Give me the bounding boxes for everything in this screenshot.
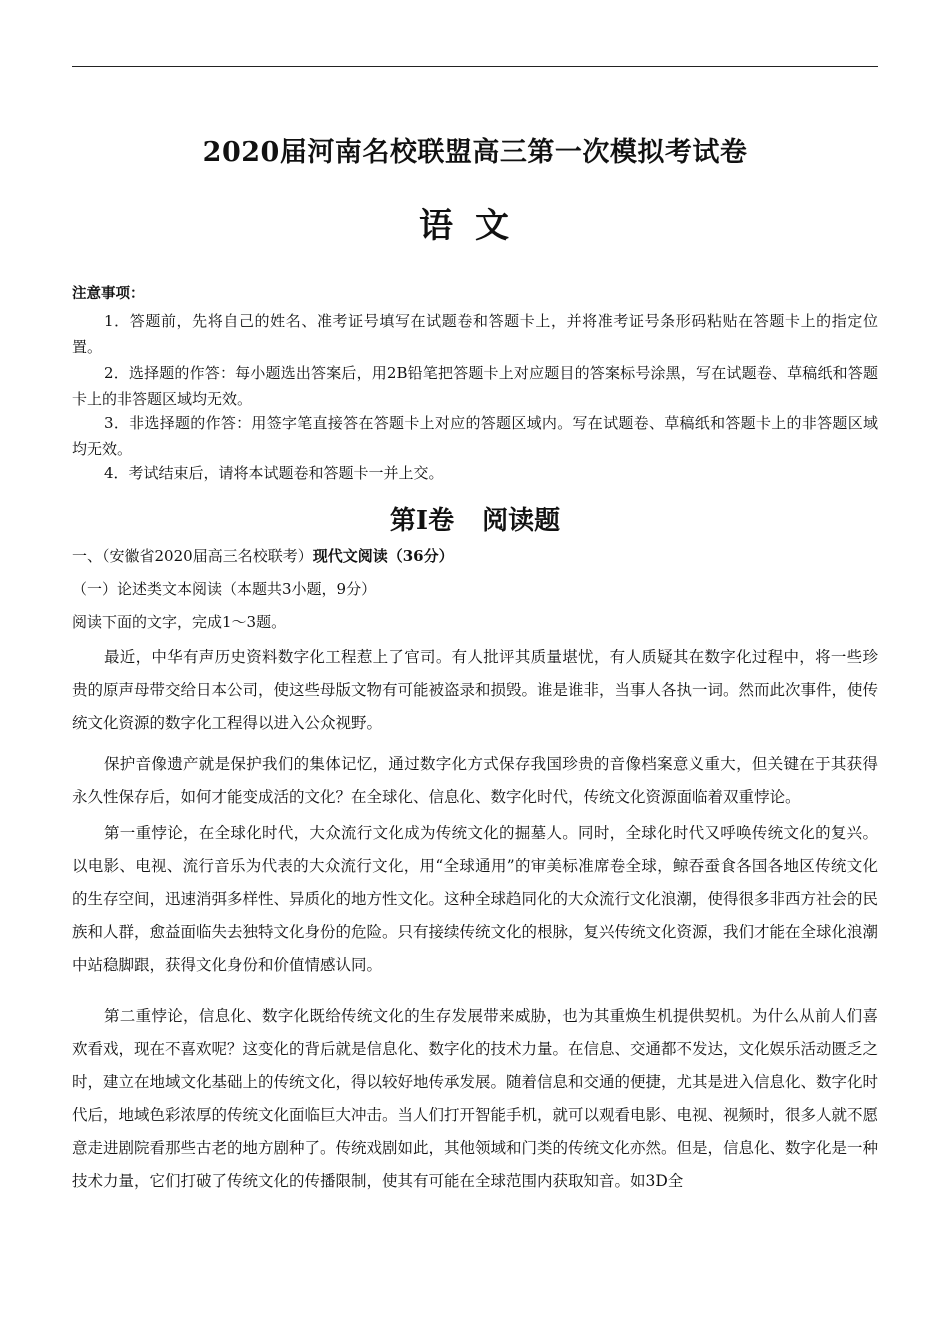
section-prefix: 一、 [72,547,103,565]
top-rule [72,66,878,67]
notice-item: 4．考试结束后，请将本试题卷和答题卡一并上交。 [104,464,444,482]
reading-instruction: 阅读下面的文字，完成1～3题。 [72,613,287,631]
notice-item: 3．非选择题的作答：用签字笔直接答在答题卡上对应的答题区域内。写在试题卷、草稿纸和答题卡上的非答题区域均无效。 [72,414,878,458]
section-source: （安徽省2020届高三名校联考） [102,547,313,565]
subsection-heading: （一）论述类文本阅读（本题共3小题，9分） [72,580,377,598]
section-heading [72,545,454,566]
part-number: 第Ⅰ卷 [389,506,455,536]
notice-item: 1．答题前，先将自己的姓名、准考证号填写在试题卷和答题卡上，并将准考证号条形码粘贴在答题卡上的指定位置。 [72,312,878,356]
passage-paragraph: 最近，中华有声历史资料数字化工程惹上了官司。有人批评其质量堪忧，有人质疑其在数字化过程中，将一些珍贵的原声母带交给日本公司，使这些母版文物有可能被盗录和损毁。谁是谁非，当事人各执一词。然而此次事件，使传统文化资源的数字化工程得以进入公众视野。 [72,648,879,732]
part-name: 阅读题 [482,506,561,536]
notice-heading: 注意事项： [72,286,145,302]
part-title [72,500,878,537]
subject-title: 语文 [419,206,531,246]
passage-paragraph: 第二重悖论，信息化、数字化既给传统文化的生存发展带来威胁，也为其重焕生机提供契机。为什么从前人们喜欢看戏，现在不喜欢呢？这变化的背后就是信息化、数字化的技术力量。在信息、交通都不发达，文化娱乐活动匮乏之时，建立在地域文化基础上的传统文化，得以较好地传承发展。随着信息和交通的便捷，尤其是进入信息化、数字化时代后，地域色彩浓厚的传统文化面临巨大冲击。当人们打开智能手机，就可以观看电影、电视、视频时，很多人就不愿意走进剧院看那些古老的地方剧种了。传统戏剧如此，其他领域和门类的传统文化亦然。但是，信息化、数字化是一种技术力量，它们打破了传统文化的传播限制，使其有可能在全球范围内获取知音。如3D全 [72,1007,879,1190]
passage-paragraph: 第一重悖论，在全球化时代，大众流行文化成为传统文化的掘墓人。同时，全球化时代又呼唤传统文化的复兴。以电影、电视、流行音乐为代表的大众流行文化，用“全球通用”的审美标准席卷全球，鲸吞蚕食各国各地区传统文化的生存空间，迅速消弭多样性、异质化的地方性文化。这种全球趋同化的大众流行文化浪潮，使得很多非西方社会的民族和人群，愈益面临失去独特文化身份的危险。只有接续传统文化的根脉，复兴传统文化资源，我们才能在全球化浪潮中站稳脚跟，获得文化身份和价值情感认同。 [72,824,879,974]
section-title: 现代文阅读（36分） [312,547,454,565]
exam-title: 2020届河南名校联盟高三第一次模拟考试卷 [202,137,748,168]
notice-item: 2．选择题的作答：每小题选出答案后，用2B铅笔把答题卡上对应题目的答案标号涂黑，写在试题卷、草稿纸和答题卡上的非答题区域均无效。 [72,364,878,408]
passage-paragraph: 保护音像遗产就是保护我们的集体记忆，通过数字化方式保存我国珍贵的音像档案意义重大，但关键在于其获得永久性保存后，如何才能变成活的文化？在全球化、信息化、数字化时代，传统文化资源面临着双重悖论。 [72,755,878,806]
